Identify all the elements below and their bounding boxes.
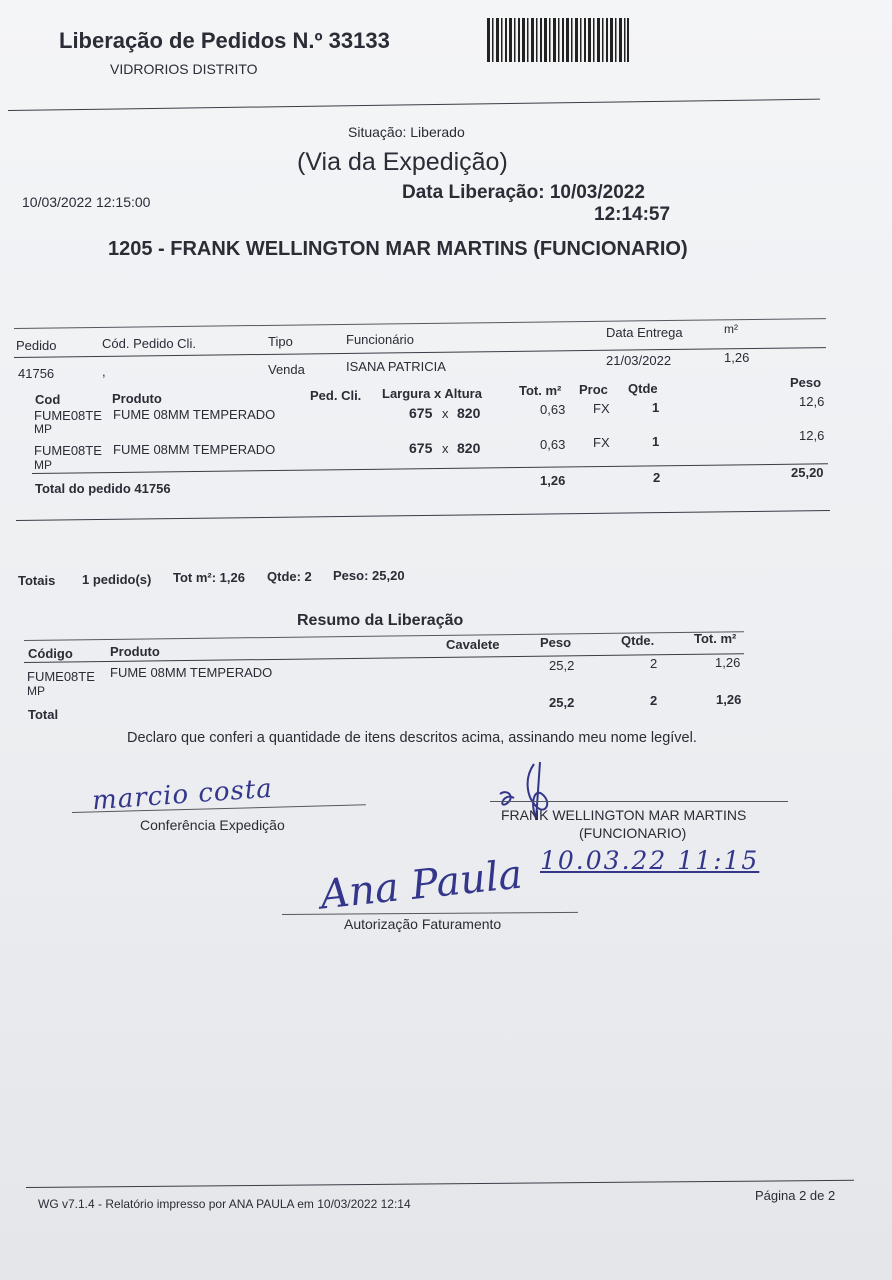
signature-funcionario-role: (FUNCIONARIO) [579, 825, 687, 841]
resumo-col-peso: Peso [540, 635, 572, 650]
data-liberacao-time: 12:14:57 [594, 204, 671, 225]
signature-conferencia-label: Conferência Expedição [140, 817, 285, 833]
order-bottom-rule [16, 510, 830, 521]
data-liberacao: Data Liberação: 10/03/2022 [402, 182, 645, 203]
resumo-total-peso: 25,2 [549, 695, 575, 710]
item-largura: 675 [409, 405, 433, 421]
item-cod-cont: MP [34, 458, 52, 472]
resumo-title: Resumo da Liberação [297, 612, 464, 629]
resumo-col-produto: Produto [110, 644, 160, 659]
signature-conferencia-handwritten: marcio costa [91, 773, 274, 817]
col-data-entrega: Data Entrega [606, 325, 683, 340]
funcionario-value: ISANA PATRICIA [346, 359, 446, 374]
resumo-total-qtde: 2 [650, 693, 658, 708]
item-col-cod: Cod [35, 392, 61, 407]
footer-page-number: Página 2 de 2 [755, 1188, 836, 1203]
item-col-ped-cli: Ped. Cli. [310, 388, 362, 403]
resumo-col-tot-m2: Tot. m² [694, 631, 737, 646]
signature-autorizacao-label: Autorização Faturamento [344, 916, 502, 932]
col-tipo: Tipo [268, 334, 293, 349]
resumo-col-qtde: Qtde. [621, 633, 655, 648]
item-proc: FX [593, 401, 610, 416]
item-cod-cont: MP [34, 422, 52, 436]
item-col-largura-altura: Largura x Altura [382, 386, 482, 401]
situacao: Situação: Liberado [348, 124, 465, 140]
totais-peso: Peso: 25,20 [333, 568, 405, 583]
signature-funcionario-date: 10.03.22 11:15 [540, 846, 760, 875]
item-x: x [442, 406, 449, 421]
totais-m2: Tot m²: 1,26 [173, 570, 245, 585]
footer-report-info: WG v7.1.4 - Relatório impresso por ANA PAULA em 10/03/2022 12:14 [38, 1197, 411, 1211]
resumo-codigo: FUME08TE [27, 669, 95, 684]
item-col-proc: Proc [579, 382, 608, 397]
declaration-text: Declaro que conferi a quantidade de itens descritos acima, assinando meu nome legível. [127, 730, 697, 746]
item-tot-m2: 0,63 [540, 402, 566, 417]
item-qtde: 1 [652, 400, 660, 415]
item-cod: FUME08TE [34, 408, 102, 423]
tipo-value: Venda [268, 362, 305, 377]
print-datetime: 10/03/2022 12:15:00 [22, 194, 151, 210]
resumo-total-label: Total [28, 707, 59, 722]
item-col-peso: Peso [790, 375, 822, 390]
item-largura: 675 [409, 440, 433, 456]
resumo-tot-m2: 1,26 [715, 655, 741, 670]
m2-value: 1,26 [724, 350, 750, 365]
signature-autorizacao-handwritten: Ana Paula [318, 851, 525, 919]
totais-label: Totais [18, 573, 56, 588]
item-col-tot-m2: Tot. m² [519, 383, 562, 398]
item-produto: FUME 08MM TEMPERADO [113, 442, 276, 457]
col-pedido: Pedido [16, 338, 57, 353]
signature-line-funcionario [490, 801, 788, 802]
item-produto: FUME 08MM TEMPERADO [113, 407, 276, 422]
cod-pedido-cli-value: , [102, 364, 106, 379]
order-total-rule [32, 463, 828, 474]
item-x: x [442, 441, 449, 456]
resumo-peso: 25,2 [549, 658, 575, 673]
item-altura: 820 [457, 405, 481, 421]
col-m2: m² [724, 322, 738, 336]
resumo-qtde: 2 [650, 656, 658, 671]
item-col-qtde: Qtde [628, 381, 658, 396]
item-col-produto: Produto [112, 391, 162, 406]
document-title: Liberação de Pedidos N.º 33133 [59, 28, 390, 53]
order-top-rule [14, 318, 826, 329]
item-tot-m2: 0,63 [540, 437, 566, 452]
item-cod: FUME08TE [34, 443, 102, 458]
header-divider [8, 99, 820, 111]
resumo-produto: FUME 08MM TEMPERADO [110, 665, 273, 680]
resumo-col-cavalete: Cavalete [446, 637, 500, 652]
via-title: (Via da Expedição) [297, 148, 508, 176]
resumo-total-tot-m2: 1,26 [716, 692, 742, 707]
item-peso: 12,6 [799, 428, 825, 443]
barcode [487, 18, 629, 62]
item-altura: 820 [457, 440, 481, 456]
order-total-m2: 1,26 [540, 473, 566, 488]
item-peso: 12,6 [799, 394, 825, 409]
item-proc: FX [593, 435, 610, 450]
order-total-label: Total do pedido 41756 [35, 481, 171, 496]
order-total-peso: 25,20 [791, 465, 824, 480]
resumo-codigo-cont: MP [27, 684, 45, 698]
footer-rule [26, 1180, 854, 1188]
totais-qtde: Qtde: 2 [267, 569, 312, 584]
item-qtde: 1 [652, 434, 660, 449]
signature-funcionario-name: FRANK WELLINGTON MAR MARTINS [501, 807, 747, 823]
col-funcionario: Funcionário [346, 332, 414, 347]
col-cod-pedido-cli: Cód. Pedido Cli. [102, 336, 196, 351]
pedido-value: 41756 [18, 366, 55, 381]
order-total-qtde: 2 [653, 470, 661, 485]
data-entrega-value: 21/03/2022 [606, 353, 672, 368]
cliente-name: 1205 - FRANK WELLINGTON MAR MARTINS (FUNCIONARIO) [108, 238, 688, 260]
company-name: VIDRORIOS DISTRITO [110, 61, 258, 77]
totais-pedidos: 1 pedido(s) [82, 572, 152, 587]
resumo-col-codigo: Código [28, 646, 73, 661]
